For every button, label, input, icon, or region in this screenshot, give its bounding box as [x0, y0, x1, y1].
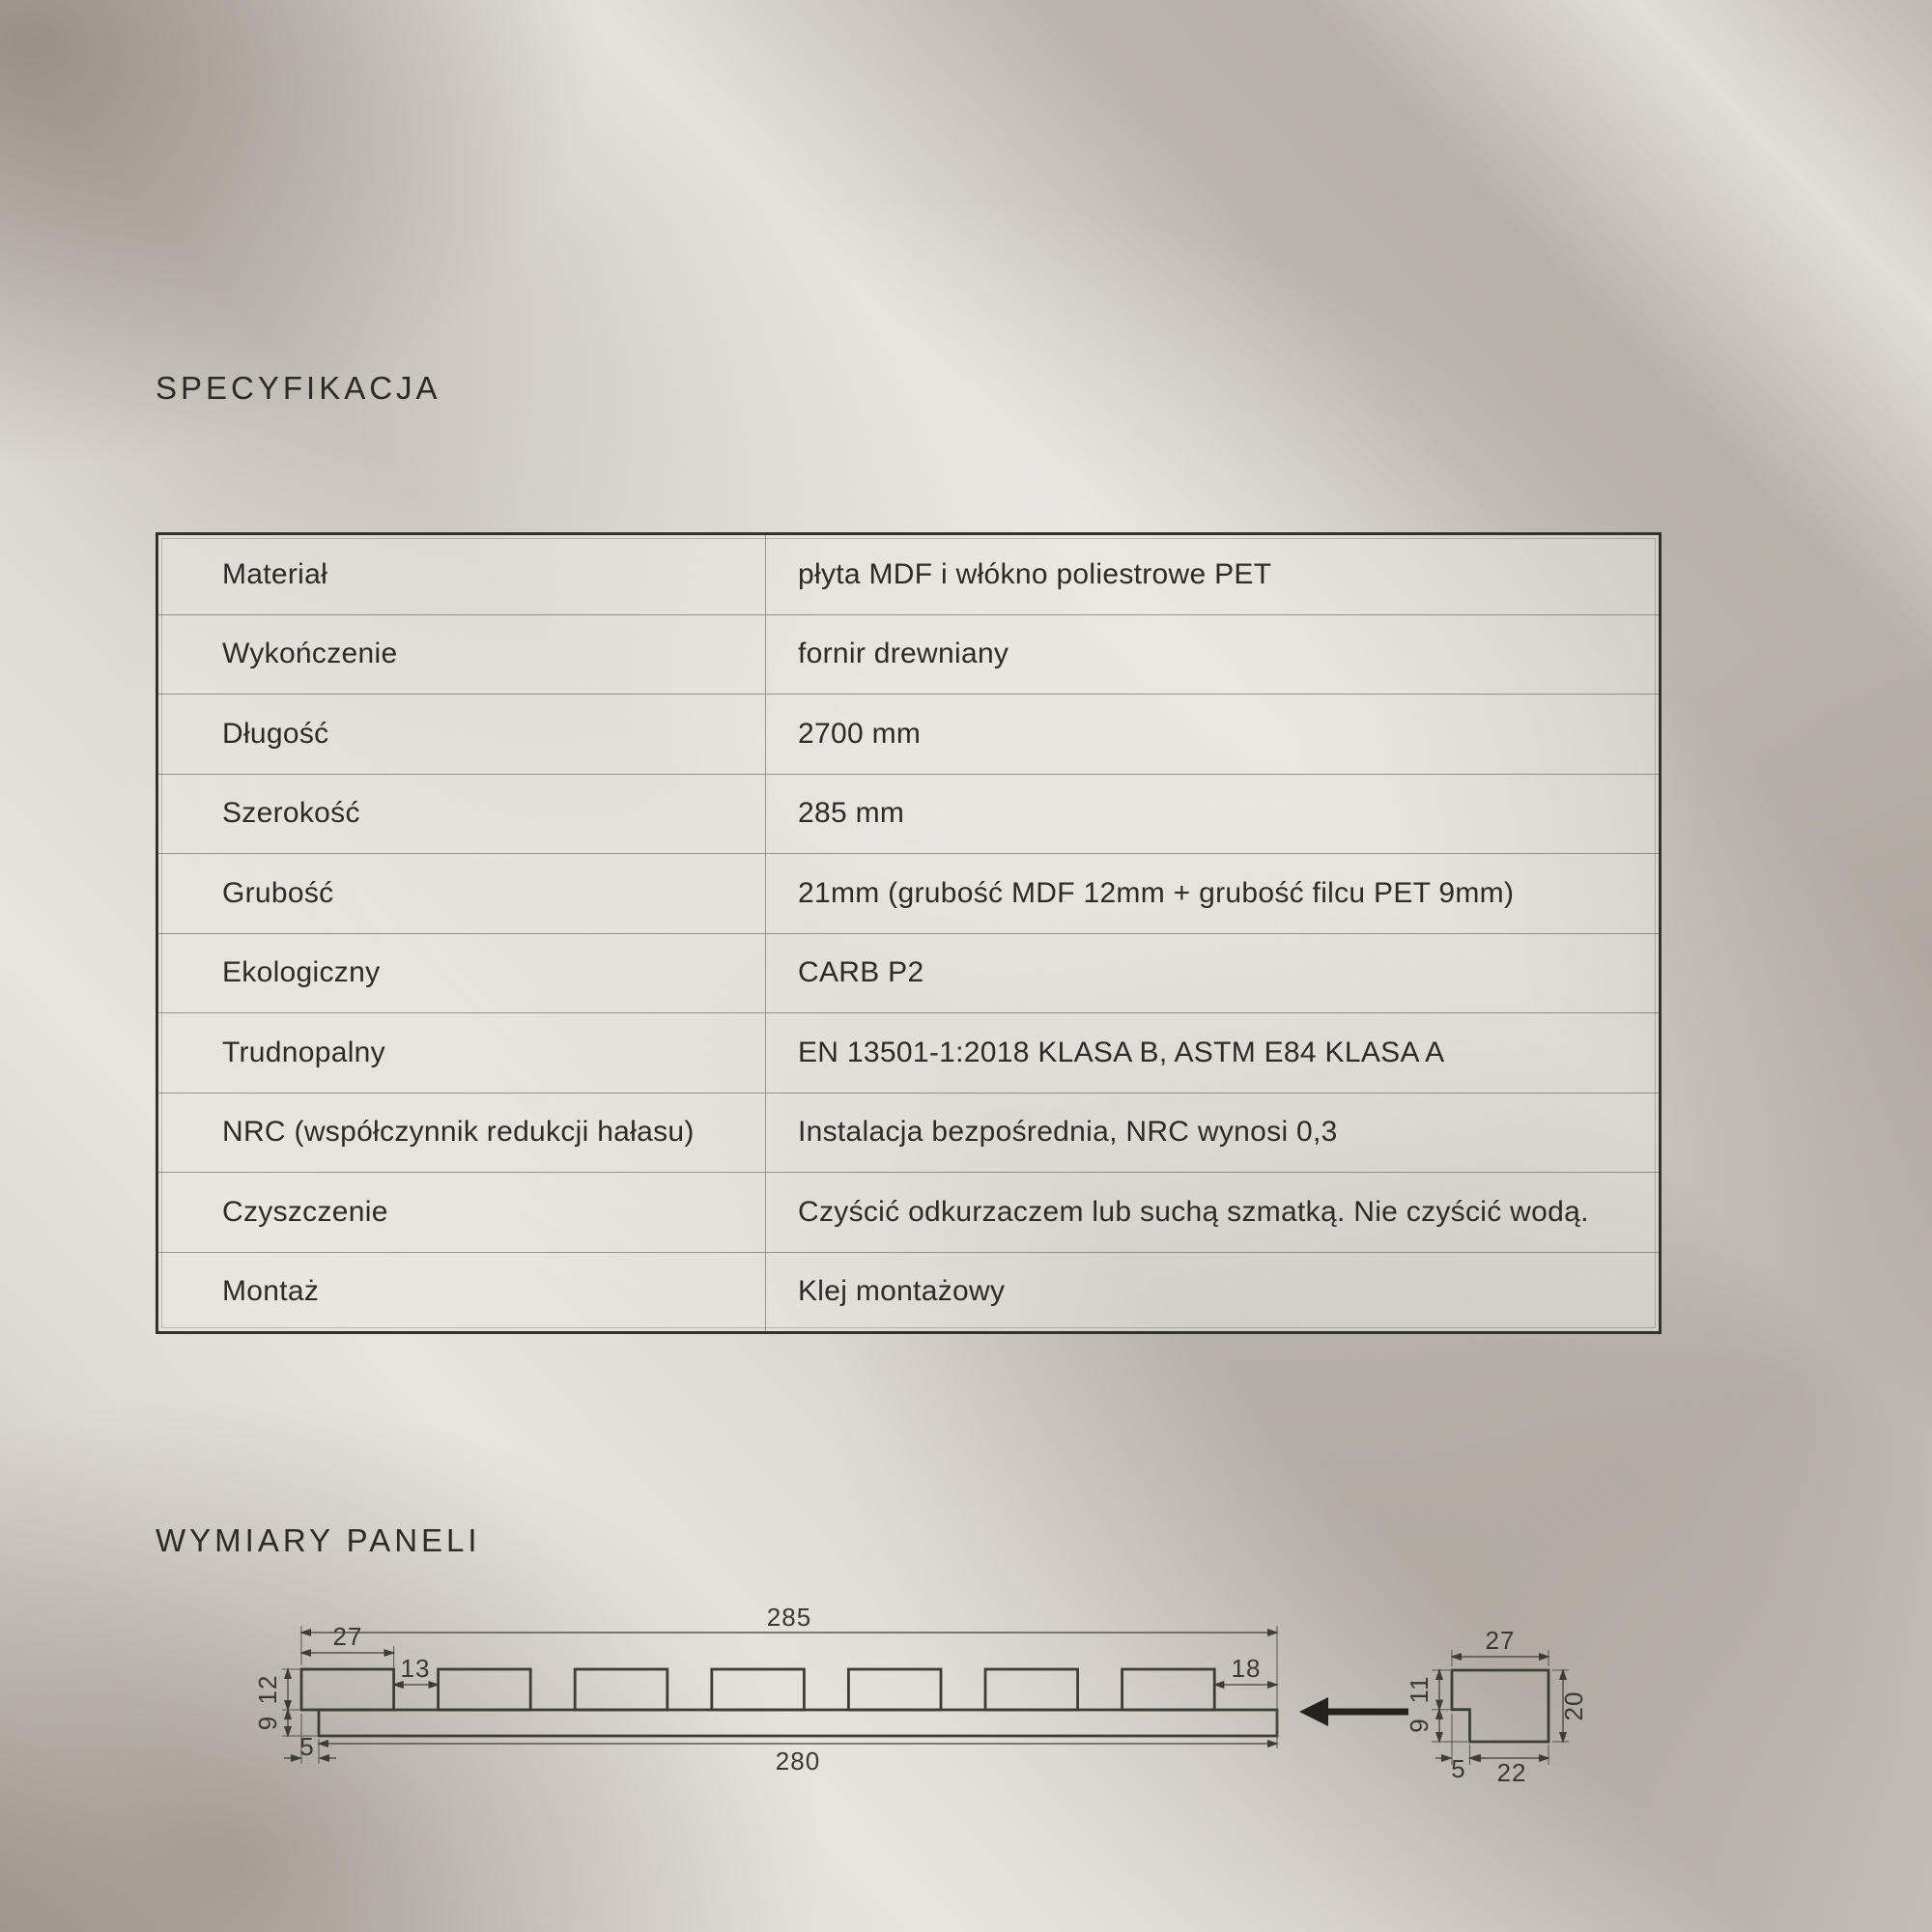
spec-label: NRC (współczynnik redukcji hałasu) [158, 1094, 766, 1173]
table-row [158, 1172, 1659, 1252]
spec-label: Montaż [158, 1253, 766, 1332]
table-row [158, 694, 1659, 774]
detail-arrow-icon [1299, 1697, 1408, 1726]
table-row [158, 614, 1659, 695]
panel-slat [985, 1669, 1078, 1710]
table-row [158, 933, 1659, 1013]
spec-title: SPECYFIKACJA [156, 370, 441, 406]
spec-value: Instalacja bezpośrednia, NRC wynosi 0,3 [798, 1116, 1338, 1149]
table-row [158, 1012, 1659, 1093]
panel-slat [575, 1669, 668, 1710]
dim-slat-width: 27 [332, 1622, 363, 1651]
panel-slat [1122, 1669, 1215, 1710]
spec-value: 285 mm [798, 797, 905, 830]
panel-cross-section [253, 1603, 1277, 1776]
spec-value: Klej montażowy [798, 1275, 1006, 1308]
panel-slat [301, 1669, 394, 1710]
dim-profile-upper: 11 [1405, 1675, 1434, 1704]
dim-profile-bottom: 22 [1496, 1758, 1527, 1787]
spec-label: Szerokość [158, 775, 766, 854]
dim-base-height: 9 [253, 1715, 282, 1731]
spec-value: EN 13501-1:2018 KLASA B, ASTM E84 KLASA A [798, 1036, 1445, 1068]
table-row [158, 1093, 1659, 1173]
panel-slat [439, 1669, 531, 1710]
panel-slat [848, 1669, 941, 1710]
spec-value: 2700 mm [798, 717, 922, 750]
panel-dimensions-drawing [232, 1594, 1700, 1884]
spec-label: Wykończenie [158, 615, 766, 695]
dim-right-margin: 18 [1231, 1654, 1262, 1683]
dim-total-width: 285 [766, 1603, 812, 1632]
panel-base [319, 1710, 1277, 1736]
dim-gap: 13 [400, 1654, 431, 1683]
dim-left-offset: 5 [299, 1732, 315, 1761]
spec-value: płyta MDF i włókno poliestrowe PET [798, 557, 1272, 590]
dim-profile-notch: 5 [1451, 1754, 1466, 1783]
table-row [158, 535, 1659, 614]
table-row [158, 853, 1659, 933]
dim-slat-height: 12 [253, 1674, 282, 1705]
spec-label: Materiał [158, 535, 766, 614]
spec-label: Grubość [158, 854, 766, 933]
table-row [158, 1252, 1659, 1332]
dim-profile-top: 27 [1485, 1626, 1516, 1655]
dim-base-width: 280 [775, 1747, 821, 1776]
spec-value: Czyścić odkurzaczem lub suchą szmatką. Nie czyścić wodą. [798, 1195, 1589, 1228]
spec-label: Trudnopalny [158, 1013, 766, 1093]
spec-table [156, 532, 1662, 1334]
spec-label: Ekologiczny [158, 934, 766, 1013]
slat-profile-detail [1405, 1626, 1588, 1787]
dim-profile-height: 20 [1559, 1690, 1588, 1721]
profile-shape [1452, 1670, 1548, 1742]
spec-value: fornir drewniany [798, 638, 1009, 670]
table-row [158, 774, 1659, 854]
spec-label: Długość [158, 695, 766, 774]
spec-value: CARB P2 [798, 956, 924, 989]
dimensions-title: WYMIARY PANELI [156, 1522, 481, 1558]
spec-label: Czyszczenie [158, 1173, 766, 1252]
panel-slat [712, 1669, 805, 1710]
dim-profile-lower: 9 [1405, 1718, 1434, 1733]
spec-value: 21mm (grubość MDF 12mm + grubość filcu PET 9mm) [798, 876, 1515, 909]
